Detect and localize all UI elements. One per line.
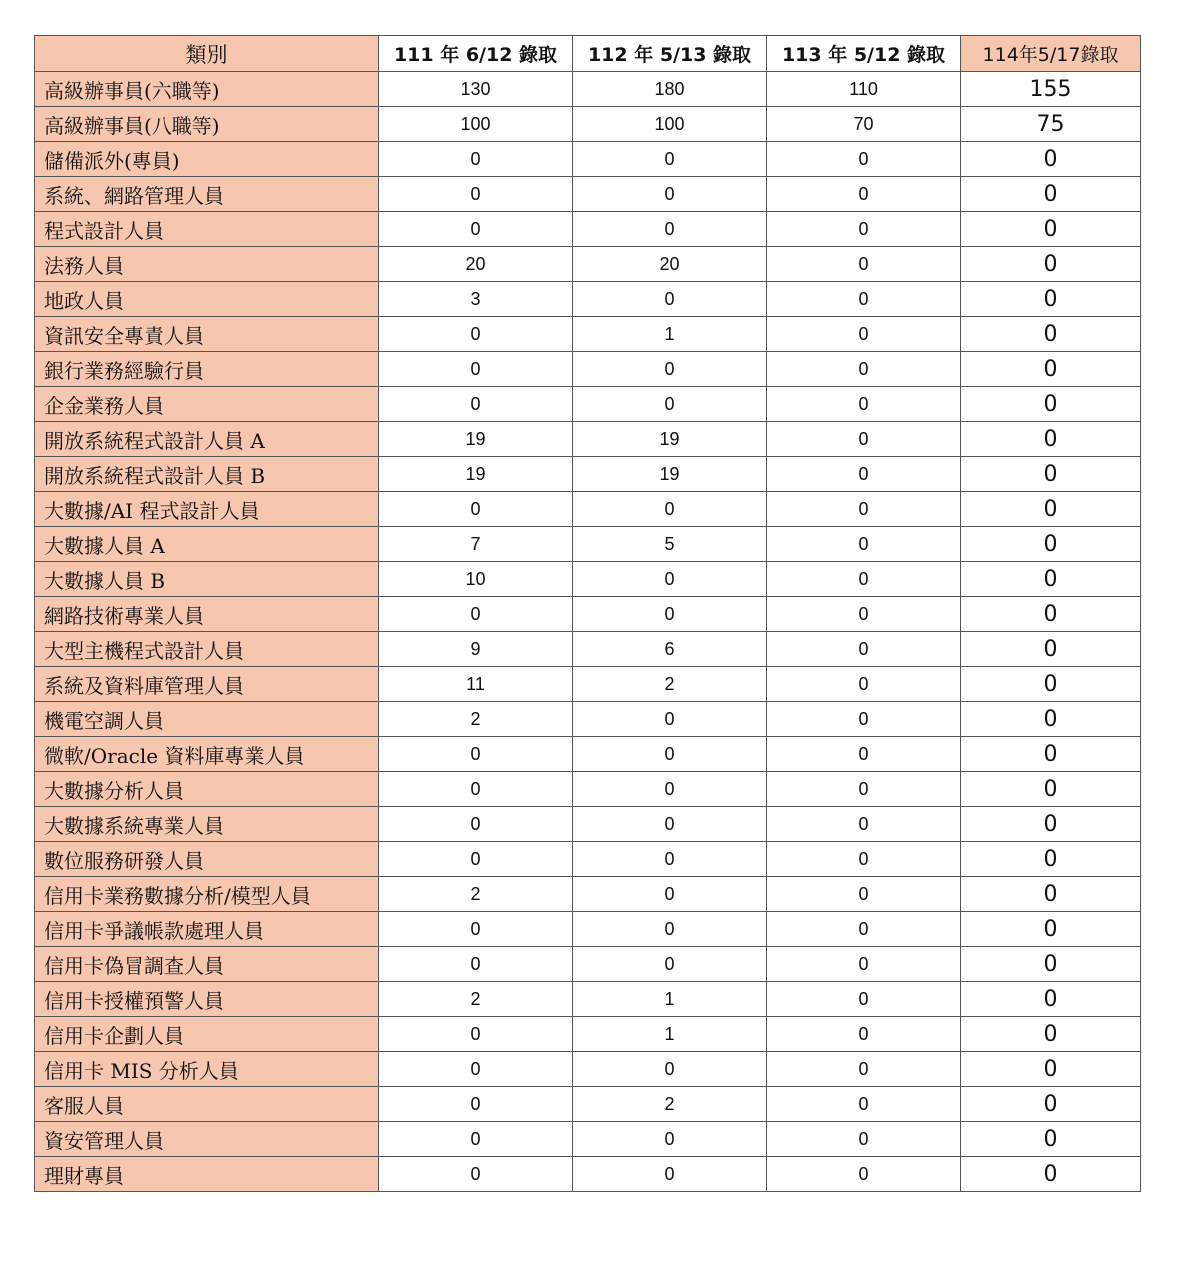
table-row bbox=[35, 632, 1141, 667]
row-value-113: 0 bbox=[767, 352, 961, 387]
row-value-113: 0 bbox=[767, 457, 961, 492]
row-value-112: 0 bbox=[573, 912, 767, 947]
row-category: 企金業務人員 bbox=[35, 387, 379, 422]
row-value-111: 0 bbox=[379, 1157, 573, 1192]
row-value-113: 0 bbox=[767, 912, 961, 947]
row-value-113: 0 bbox=[767, 667, 961, 702]
row-category: 大數據/AI 程式設計人員 bbox=[35, 492, 379, 527]
row-value-113: 0 bbox=[767, 247, 961, 282]
table-row bbox=[35, 912, 1141, 947]
row-value-113: 0 bbox=[767, 1052, 961, 1087]
row-value-114: 0 bbox=[961, 1017, 1141, 1052]
row-value-114: 0 bbox=[961, 807, 1141, 842]
row-value-114: 155 bbox=[961, 72, 1141, 107]
row-value-112: 1 bbox=[573, 1017, 767, 1052]
row-category: 高級辦事員(八職等) bbox=[35, 107, 379, 142]
table-row bbox=[35, 947, 1141, 982]
row-category: 信用卡業務數據分析/模型人員 bbox=[35, 877, 379, 912]
row-value-112: 0 bbox=[573, 1122, 767, 1157]
row-category: 程式設計人員 bbox=[35, 212, 379, 247]
row-value-114: 0 bbox=[961, 562, 1141, 597]
row-category: 地政人員 bbox=[35, 282, 379, 317]
row-value-113: 0 bbox=[767, 282, 961, 317]
row-value-111: 0 bbox=[379, 1017, 573, 1052]
row-category: 信用卡授權預警人員 bbox=[35, 982, 379, 1017]
row-value-111: 130 bbox=[379, 72, 573, 107]
table-row bbox=[35, 562, 1141, 597]
row-value-111: 0 bbox=[379, 807, 573, 842]
header-row bbox=[35, 36, 1141, 72]
row-value-112: 0 bbox=[573, 877, 767, 912]
row-category: 信用卡爭議帳款處理人員 bbox=[35, 912, 379, 947]
row-value-112: 0 bbox=[573, 597, 767, 632]
row-value-114: 0 bbox=[961, 702, 1141, 737]
row-value-111: 0 bbox=[379, 212, 573, 247]
table-row bbox=[35, 492, 1141, 527]
row-category: 開放系統程式設計人員 A bbox=[35, 422, 379, 457]
row-value-112: 0 bbox=[573, 387, 767, 422]
row-value-112: 2 bbox=[573, 1087, 767, 1122]
row-value-113: 0 bbox=[767, 702, 961, 737]
row-value-114: 0 bbox=[961, 457, 1141, 492]
row-value-111: 0 bbox=[379, 177, 573, 212]
row-value-112: 100 bbox=[573, 107, 767, 142]
row-value-112: 0 bbox=[573, 177, 767, 212]
row-value-111: 0 bbox=[379, 492, 573, 527]
table-row bbox=[35, 1052, 1141, 1087]
row-value-111: 19 bbox=[379, 457, 573, 492]
table-row bbox=[35, 842, 1141, 877]
row-category: 系統、網路管理人員 bbox=[35, 177, 379, 212]
row-category: 銀行業務經驗行員 bbox=[35, 352, 379, 387]
row-category: 儲備派外(專員) bbox=[35, 142, 379, 177]
row-value-112: 1 bbox=[573, 982, 767, 1017]
row-value-114: 0 bbox=[961, 212, 1141, 247]
row-value-114: 0 bbox=[961, 1052, 1141, 1087]
row-value-113: 0 bbox=[767, 142, 961, 177]
row-value-111: 3 bbox=[379, 282, 573, 317]
row-value-113: 0 bbox=[767, 1087, 961, 1122]
row-value-114: 0 bbox=[961, 877, 1141, 912]
table-row bbox=[35, 457, 1141, 492]
row-value-112: 0 bbox=[573, 1157, 767, 1192]
row-value-112: 0 bbox=[573, 562, 767, 597]
row-value-112: 0 bbox=[573, 772, 767, 807]
row-value-114: 0 bbox=[961, 947, 1141, 982]
row-value-114: 0 bbox=[961, 352, 1141, 387]
row-value-111: 0 bbox=[379, 597, 573, 632]
row-category: 網路技術專業人員 bbox=[35, 597, 379, 632]
row-value-111: 0 bbox=[379, 947, 573, 982]
header-year-114: 114年5/17錄取 bbox=[961, 36, 1141, 72]
table-header bbox=[35, 36, 1141, 72]
row-category: 信用卡 MIS 分析人員 bbox=[35, 1052, 379, 1087]
row-value-113: 0 bbox=[767, 492, 961, 527]
row-value-111: 0 bbox=[379, 352, 573, 387]
row-value-113: 0 bbox=[767, 947, 961, 982]
row-category: 機電空調人員 bbox=[35, 702, 379, 737]
table-row bbox=[35, 737, 1141, 772]
row-value-113: 0 bbox=[767, 597, 961, 632]
table-body bbox=[35, 72, 1141, 1192]
row-category: 系統及資料庫管理人員 bbox=[35, 667, 379, 702]
table-row bbox=[35, 282, 1141, 317]
row-value-114: 0 bbox=[961, 772, 1141, 807]
table-row bbox=[35, 72, 1141, 107]
row-category: 微軟/Oracle 資料庫專業人員 bbox=[35, 737, 379, 772]
table-row bbox=[35, 772, 1141, 807]
row-value-111: 0 bbox=[379, 387, 573, 422]
row-value-111: 19 bbox=[379, 422, 573, 457]
row-value-112: 0 bbox=[573, 212, 767, 247]
table-row bbox=[35, 212, 1141, 247]
row-value-113: 0 bbox=[767, 1122, 961, 1157]
row-value-113: 110 bbox=[767, 72, 961, 107]
row-value-114: 0 bbox=[961, 1087, 1141, 1122]
row-value-112: 0 bbox=[573, 737, 767, 772]
row-value-113: 70 bbox=[767, 107, 961, 142]
row-value-112: 1 bbox=[573, 317, 767, 352]
row-value-113: 0 bbox=[767, 562, 961, 597]
row-category: 理財專員 bbox=[35, 1157, 379, 1192]
row-value-112: 0 bbox=[573, 947, 767, 982]
row-value-113: 0 bbox=[767, 772, 961, 807]
row-value-111: 100 bbox=[379, 107, 573, 142]
row-value-112: 5 bbox=[573, 527, 767, 562]
header-year-113: 113 年 5/12 錄取 bbox=[767, 36, 961, 72]
table-row bbox=[35, 142, 1141, 177]
row-category: 法務人員 bbox=[35, 247, 379, 282]
row-value-111: 0 bbox=[379, 842, 573, 877]
row-value-114: 75 bbox=[961, 107, 1141, 142]
row-category: 大數據系統專業人員 bbox=[35, 807, 379, 842]
recruitment-table-container bbox=[34, 35, 1140, 1192]
row-value-114: 0 bbox=[961, 422, 1141, 457]
row-value-112: 0 bbox=[573, 1052, 767, 1087]
table-row bbox=[35, 982, 1141, 1017]
row-value-113: 0 bbox=[767, 1157, 961, 1192]
row-value-111: 2 bbox=[379, 877, 573, 912]
table-row bbox=[35, 1157, 1141, 1192]
row-value-114: 0 bbox=[961, 667, 1141, 702]
row-category: 資訊安全專責人員 bbox=[35, 317, 379, 352]
row-value-111: 0 bbox=[379, 1052, 573, 1087]
table-row bbox=[35, 422, 1141, 457]
row-category: 客服人員 bbox=[35, 1087, 379, 1122]
row-value-111: 0 bbox=[379, 912, 573, 947]
row-category: 開放系統程式設計人員 B bbox=[35, 457, 379, 492]
row-value-111: 2 bbox=[379, 702, 573, 737]
row-value-112: 0 bbox=[573, 807, 767, 842]
row-value-111: 2 bbox=[379, 982, 573, 1017]
table-row bbox=[35, 702, 1141, 737]
row-value-113: 0 bbox=[767, 177, 961, 212]
header-year-111: 111 年 6/12 錄取 bbox=[379, 36, 573, 72]
row-value-114: 0 bbox=[961, 632, 1141, 667]
table-row bbox=[35, 352, 1141, 387]
row-value-112: 0 bbox=[573, 352, 767, 387]
row-value-114: 0 bbox=[961, 842, 1141, 877]
row-value-114: 0 bbox=[961, 142, 1141, 177]
table-row bbox=[35, 1017, 1141, 1052]
row-value-114: 0 bbox=[961, 247, 1141, 282]
row-category: 大型主機程式設計人員 bbox=[35, 632, 379, 667]
row-value-112: 20 bbox=[573, 247, 767, 282]
row-value-111: 0 bbox=[379, 772, 573, 807]
row-value-114: 0 bbox=[961, 982, 1141, 1017]
row-value-111: 9 bbox=[379, 632, 573, 667]
row-value-112: 0 bbox=[573, 702, 767, 737]
row-value-111: 0 bbox=[379, 142, 573, 177]
row-value-114: 0 bbox=[961, 1157, 1141, 1192]
row-value-114: 0 bbox=[961, 527, 1141, 562]
row-value-111: 20 bbox=[379, 247, 573, 282]
row-value-111: 11 bbox=[379, 667, 573, 702]
table-row bbox=[35, 597, 1141, 632]
table-row bbox=[35, 107, 1141, 142]
row-value-114: 0 bbox=[961, 492, 1141, 527]
row-value-112: 0 bbox=[573, 282, 767, 317]
row-value-113: 0 bbox=[767, 807, 961, 842]
row-category: 高級辦事員(六職等) bbox=[35, 72, 379, 107]
row-value-113: 0 bbox=[767, 1017, 961, 1052]
row-value-114: 0 bbox=[961, 317, 1141, 352]
row-value-111: 7 bbox=[379, 527, 573, 562]
row-value-113: 0 bbox=[767, 527, 961, 562]
row-value-114: 0 bbox=[961, 912, 1141, 947]
row-category: 大數據分析人員 bbox=[35, 772, 379, 807]
row-value-113: 0 bbox=[767, 632, 961, 667]
row-value-114: 0 bbox=[961, 282, 1141, 317]
table-row bbox=[35, 667, 1141, 702]
header-category: 類別 bbox=[35, 36, 379, 72]
header-year-112: 112 年 5/13 錄取 bbox=[573, 36, 767, 72]
row-value-113: 0 bbox=[767, 842, 961, 877]
row-value-113: 0 bbox=[767, 877, 961, 912]
row-value-112: 6 bbox=[573, 632, 767, 667]
row-value-113: 0 bbox=[767, 982, 961, 1017]
row-value-111: 0 bbox=[379, 1122, 573, 1157]
row-value-112: 2 bbox=[573, 667, 767, 702]
table-row bbox=[35, 877, 1141, 912]
row-category: 數位服務研發人員 bbox=[35, 842, 379, 877]
table-row bbox=[35, 317, 1141, 352]
row-value-111: 0 bbox=[379, 317, 573, 352]
row-value-114: 0 bbox=[961, 1122, 1141, 1157]
row-value-112: 19 bbox=[573, 457, 767, 492]
row-category: 大數據人員 A bbox=[35, 527, 379, 562]
row-value-113: 0 bbox=[767, 387, 961, 422]
row-category: 大數據人員 B bbox=[35, 562, 379, 597]
table-row bbox=[35, 247, 1141, 282]
row-category: 信用卡偽冒調查人員 bbox=[35, 947, 379, 982]
row-value-112: 180 bbox=[573, 72, 767, 107]
row-value-113: 0 bbox=[767, 212, 961, 247]
row-value-114: 0 bbox=[961, 177, 1141, 212]
table-row bbox=[35, 807, 1141, 842]
row-value-112: 0 bbox=[573, 142, 767, 177]
row-value-114: 0 bbox=[961, 387, 1141, 422]
row-value-113: 0 bbox=[767, 422, 961, 457]
table-row bbox=[35, 1122, 1141, 1157]
row-value-112: 0 bbox=[573, 842, 767, 877]
row-value-111: 0 bbox=[379, 1087, 573, 1122]
row-value-112: 0 bbox=[573, 492, 767, 527]
row-value-111: 10 bbox=[379, 562, 573, 597]
table-row bbox=[35, 1087, 1141, 1122]
table-row bbox=[35, 387, 1141, 422]
row-value-113: 0 bbox=[767, 737, 961, 772]
row-value-111: 0 bbox=[379, 737, 573, 772]
table-row bbox=[35, 527, 1141, 562]
recruitment-table bbox=[34, 35, 1141, 1192]
table-row bbox=[35, 177, 1141, 212]
row-value-114: 0 bbox=[961, 737, 1141, 772]
row-value-113: 0 bbox=[767, 317, 961, 352]
row-value-112: 19 bbox=[573, 422, 767, 457]
row-category: 資安管理人員 bbox=[35, 1122, 379, 1157]
row-category: 信用卡企劃人員 bbox=[35, 1017, 379, 1052]
row-value-114: 0 bbox=[961, 597, 1141, 632]
